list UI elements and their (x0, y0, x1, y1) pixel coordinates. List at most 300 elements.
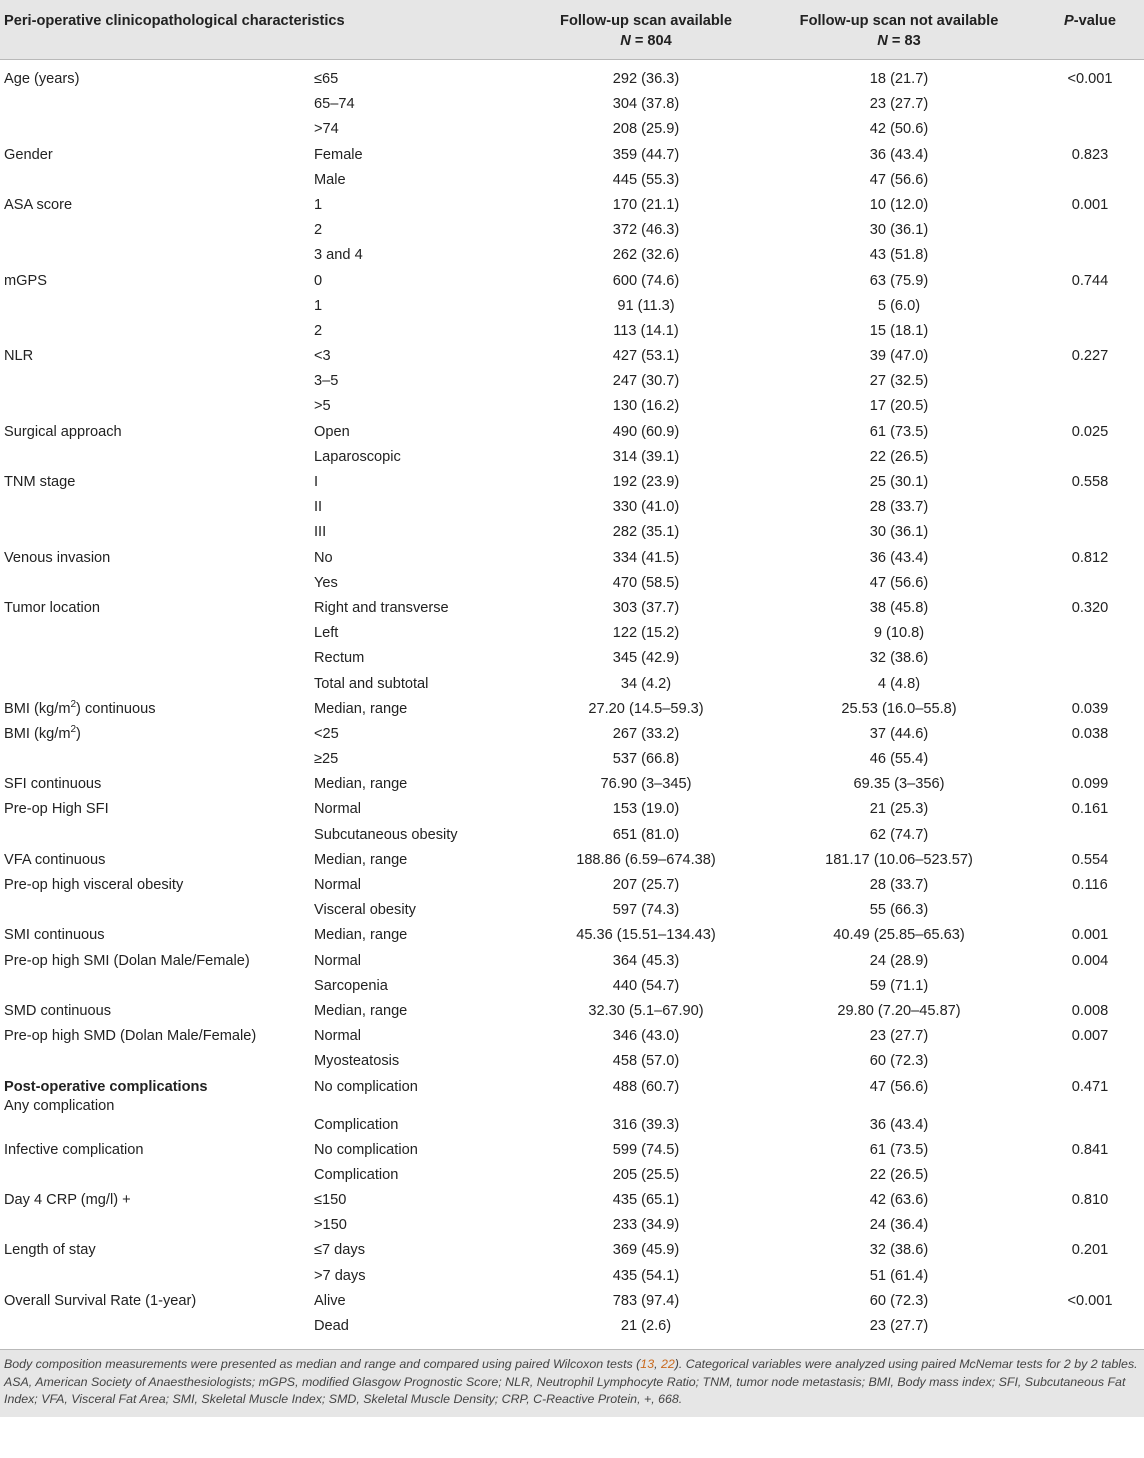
table-row (0, 876, 1144, 901)
table-row (0, 146, 1144, 171)
row-category: ≥25 (314, 751, 339, 768)
row-p-value: 0.471 (1071, 1078, 1109, 1095)
row-characteristic (0, 171, 312, 196)
table-row (0, 423, 1144, 448)
row-value-available: 267 (33.2) (612, 725, 680, 742)
row-category: No complication (314, 1078, 418, 1095)
row-category: Left (314, 625, 339, 642)
row-value-not-available: 46 (55.4) (869, 751, 929, 768)
row-characteristic (0, 1116, 312, 1141)
row-characteristic (0, 221, 312, 246)
row-characteristic: TNM stage (4, 474, 76, 490)
row-p-value (1036, 977, 1144, 1002)
row-p-value (1036, 95, 1144, 120)
row-value-not-available: 38 (45.8) (869, 599, 929, 616)
table-row (0, 473, 1144, 498)
table-row (0, 246, 1144, 271)
row-characteristic (0, 574, 312, 599)
row-category: 1 (314, 297, 323, 314)
row-p-value (1036, 322, 1144, 347)
row-characteristic (0, 750, 312, 775)
reference-link-22[interactable]: 22 (660, 1357, 675, 1372)
row-p-value: 0.558 (1071, 474, 1109, 490)
row-value-not-available: 24 (28.9) (869, 952, 929, 969)
row-category: Total and subtotal (314, 675, 429, 692)
row-value-available: 282 (35.1) (612, 524, 680, 541)
row-value-available: 345 (42.9) (612, 650, 680, 667)
row-category: >7 days (314, 1267, 366, 1284)
row-value-available: 537 (66.8) (612, 751, 680, 768)
row-p-value: 0.001 (1071, 927, 1109, 944)
table-footnote: Body composition measurements were presented as median and range and compared using paired Wilcoxon tests (13, 22). Categorical variables were analyzed using paired McNemar tests for 2 by 2 tables. ASA, American Society of Anaesthesiologists; mGPS, modified Glasgow Prognostic Score; NLR, Neutrophil Lymphocyte Ratio; TNM, tumor node metastasis; BMI, Body mass index; SFI, Subcutaneous Fat Index; VFA, Visceral Fat Area; SMI, Skeletal Muscle Index; SMD, Skeletal Muscle Density; CRP, C-Reactive Protein, +, 668. (0, 1350, 1144, 1417)
row-value-available: 346 (43.0) (612, 1028, 680, 1045)
row-category: <25 (314, 725, 339, 742)
row-category: Normal (314, 801, 362, 818)
table-row (0, 297, 1144, 322)
row-p-value (1036, 1052, 1144, 1077)
row-category: 0 (314, 272, 323, 289)
row-p-value (1036, 1166, 1144, 1191)
row-p-value (1036, 649, 1144, 674)
table-row (0, 549, 1144, 574)
row-value-not-available: 4 (4.8) (877, 675, 921, 692)
row-value-not-available: 36 (43.4) (869, 1116, 929, 1133)
row-value-available: 153 (19.0) (612, 801, 680, 818)
row-value-available: 314 (39.1) (612, 448, 680, 465)
row-p-value (1036, 901, 1144, 926)
row-value-not-available: 21 (25.3) (869, 801, 929, 818)
table-row (0, 624, 1144, 649)
row-p-value (1036, 171, 1144, 196)
table-row (0, 1052, 1144, 1077)
table-row (0, 750, 1144, 775)
row-category: Myosteatosis (314, 1053, 400, 1070)
row-category: Median, range (314, 927, 408, 944)
table-row (0, 700, 1144, 725)
row-value-available: 205 (25.5) (612, 1166, 680, 1183)
table-row (0, 1292, 1144, 1317)
table-row (0, 1191, 1144, 1216)
row-characteristic (0, 372, 312, 397)
row-category: 2 (314, 222, 323, 239)
row-value-not-available: 55 (66.3) (869, 902, 929, 919)
row-value-available: 334 (41.5) (612, 549, 680, 566)
row-value-available: 192 (23.9) (612, 474, 680, 490)
row-value-available: 21 (2.6) (530, 1317, 762, 1350)
row-value-available: 130 (16.2) (612, 398, 680, 415)
row-value-not-available: 22 (26.5) (869, 448, 929, 465)
header-p-value: P-value (1036, 0, 1144, 60)
row-p-value: <0.001 (1067, 71, 1113, 87)
table-row (0, 574, 1144, 599)
table-row (0, 120, 1144, 145)
row-value-not-available: 36 (43.4) (869, 146, 929, 163)
row-value-not-available: 47 (56.6) (869, 574, 929, 591)
row-value-not-available: 9 (10.8) (873, 625, 925, 642)
row-characteristic: Post-operative complications Any complication (4, 1078, 208, 1114)
row-category: Normal (314, 952, 362, 969)
table-row (0, 675, 1144, 700)
row-characteristic (0, 448, 312, 473)
row-p-value (1036, 750, 1144, 775)
row-value-not-available: 27 (32.5) (869, 373, 929, 390)
table-row (0, 1078, 1144, 1116)
row-category: No (314, 549, 333, 566)
table-row (0, 725, 1144, 750)
table-row (0, 926, 1144, 951)
row-characteristic (0, 1216, 312, 1241)
row-p-value: 0.841 (1071, 1141, 1109, 1158)
row-characteristic (0, 826, 312, 851)
table-row (0, 800, 1144, 825)
row-value-not-available: 28 (33.7) (869, 499, 929, 516)
row-value-available: 316 (39.3) (612, 1116, 680, 1133)
row-characteristic: Pre-op High SFI (4, 801, 109, 818)
row-category: Open (314, 423, 350, 440)
row-value-available: 372 (46.3) (612, 222, 680, 239)
row-characteristic: NLR (4, 348, 34, 365)
row-category: <3 (314, 348, 331, 365)
table-row (0, 1317, 1144, 1350)
row-value-available: 445 (55.3) (612, 171, 680, 188)
row-value-available: 651 (81.0) (612, 826, 680, 843)
row-p-value: 0.161 (1071, 801, 1109, 818)
row-p-value (1036, 1267, 1144, 1292)
row-category: >5 (314, 398, 331, 415)
row-characteristic: Venous invasion (4, 549, 111, 566)
header-characteristics: Peri-operative clinicopathological characteristics (0, 0, 530, 60)
row-value-not-available: 18 (21.7) (869, 71, 929, 87)
row-category: Right and transverse (314, 599, 449, 616)
table-row (0, 826, 1144, 851)
row-p-value: 0.554 (1071, 851, 1109, 868)
row-value-available: 304 (37.8) (612, 96, 680, 113)
row-value-not-available: 61 (73.5) (869, 423, 929, 440)
table-row (0, 1116, 1144, 1141)
row-characteristic (0, 1052, 312, 1077)
row-p-value: 0.025 (1071, 423, 1109, 440)
row-characteristic (0, 397, 312, 422)
row-value-not-available: 42 (50.6) (869, 121, 929, 138)
row-p-value (1036, 246, 1144, 271)
row-value-available: 359 (44.7) (612, 146, 680, 163)
row-category: Male (314, 171, 346, 188)
row-characteristic (0, 675, 312, 700)
row-characteristic (0, 649, 312, 674)
row-category: Alive (314, 1292, 346, 1309)
row-value-available: 247 (30.7) (612, 373, 680, 390)
row-p-value: 0.039 (1071, 700, 1109, 717)
row-p-value (1036, 120, 1144, 145)
row-value-not-available: 39 (47.0) (869, 348, 929, 365)
row-value-available: 208 (25.9) (612, 121, 680, 138)
table-row (0, 977, 1144, 1002)
row-category: ≤7 days (314, 1242, 366, 1259)
row-characteristic: Pre-op high visceral obesity (4, 877, 184, 893)
row-p-value: 0.038 (1071, 725, 1109, 742)
row-value-available: 27.20 (14.5–59.3) (588, 700, 704, 717)
table-row (0, 1002, 1144, 1027)
row-value-available: 113 (14.1) (613, 322, 679, 339)
table-row (0, 95, 1144, 120)
row-p-value (1036, 498, 1144, 523)
row-value-not-available: 23 (27.7) (869, 96, 929, 113)
row-value-available: 170 (21.1) (612, 196, 680, 213)
row-characteristic: Gender (4, 146, 53, 163)
row-value-available: 458 (57.0) (612, 1053, 680, 1070)
table-row (0, 347, 1144, 372)
row-p-value (1036, 574, 1144, 599)
table-row (0, 498, 1144, 523)
row-p-value: 0.116 (1072, 877, 1108, 893)
table-body (0, 60, 1144, 1350)
row-p-value (1036, 675, 1144, 700)
row-category: Median, range (314, 700, 408, 717)
row-value-not-available: 25 (30.1) (869, 474, 929, 490)
row-category: No complication (314, 1141, 418, 1158)
table-row (0, 171, 1144, 196)
row-value-available: 207 (25.7) (612, 877, 680, 893)
row-value-not-available: 17 (20.5) (869, 398, 929, 415)
row-characteristic: Infective complication (4, 1141, 144, 1158)
row-p-value (1036, 1317, 1144, 1350)
table-row (0, 1216, 1144, 1241)
row-value-available: 91 (11.3) (617, 297, 675, 314)
table-row (0, 1141, 1144, 1166)
row-value-available: 783 (97.4) (612, 1292, 680, 1309)
row-p-value (1036, 523, 1144, 548)
row-category: Laparoscopic (314, 448, 401, 465)
row-value-not-available: 22 (26.5) (869, 1166, 929, 1183)
row-value-not-available: 36 (43.4) (869, 549, 929, 566)
table-row (0, 1027, 1144, 1052)
row-category: Median, range (314, 851, 408, 868)
row-value-not-available: 23 (27.7) (762, 1317, 1036, 1350)
row-category: >74 (314, 121, 339, 138)
row-value-not-available: 43 (51.8) (869, 247, 929, 264)
table-row (0, 397, 1144, 422)
table-row (0, 272, 1144, 297)
row-p-value: 0.320 (1071, 599, 1109, 616)
row-category: Median, range (314, 1002, 408, 1019)
table-row (0, 372, 1144, 397)
header-scan-available: Follow-up scan available N = 804 (530, 0, 762, 60)
table-row (0, 1241, 1144, 1266)
row-value-available: 262 (32.6) (612, 247, 680, 264)
table-row (0, 196, 1144, 221)
row-characteristic: BMI $(kg/m^2)$ (4, 724, 81, 742)
row-value-available: 597 (74.3) (612, 902, 680, 919)
row-value-not-available: 62 (74.7) (869, 826, 929, 843)
row-characteristic (0, 246, 312, 271)
row-category: Dead (312, 1317, 530, 1350)
table-row (0, 901, 1144, 926)
row-p-value (1036, 221, 1144, 246)
table-row (0, 649, 1144, 674)
row-characteristic: Pre-op high SMI (Dolan Male/Female) (4, 952, 250, 969)
row-characteristic: Tumor location (4, 599, 100, 616)
row-characteristic (0, 498, 312, 523)
row-p-value: 0.007 (1071, 1028, 1109, 1045)
row-p-value: <0.001 (1067, 1292, 1113, 1309)
row-characteristic: ASA score (4, 196, 73, 213)
table-header-row (0, 0, 1144, 60)
row-value-not-available: 5 (6.0) (877, 297, 921, 314)
row-p-value: 0.201 (1071, 1242, 1109, 1259)
row-value-not-available: 37 (44.6) (869, 725, 929, 742)
row-p-value: 0.744 (1071, 272, 1109, 289)
row-category: Normal (314, 877, 362, 893)
row-category: II (314, 499, 323, 516)
row-category: 1 (314, 196, 323, 213)
table-row (0, 599, 1144, 624)
row-value-not-available: 40.49 (25.85–65.63) (833, 927, 965, 944)
row-value-available: 45.36 (15.51–134.43) (576, 927, 716, 944)
row-category: Normal (314, 1028, 362, 1045)
row-value-not-available: 60 (72.3) (869, 1053, 929, 1070)
row-characteristic (0, 1317, 312, 1350)
row-value-available: 440 (54.7) (612, 977, 680, 994)
row-characteristic (0, 1267, 312, 1292)
row-category: Complication (314, 1116, 399, 1133)
table-row (0, 1166, 1144, 1191)
row-p-value: 0.008 (1071, 1002, 1109, 1019)
row-p-value: 0.810 (1071, 1192, 1109, 1209)
row-value-available: 435 (65.1) (612, 1192, 680, 1209)
row-value-available: 292 (36.3) (612, 71, 680, 87)
row-p-value (1036, 372, 1144, 397)
row-value-not-available: 25.53 (16.0–55.8) (841, 700, 957, 717)
row-value-available: 76.90 (3–345) (600, 776, 692, 793)
row-p-value (1036, 1116, 1144, 1141)
row-p-value (1036, 297, 1144, 322)
row-p-value: 0.227 (1071, 348, 1109, 365)
row-value-available: 32.30 (5.1–67.90) (588, 1002, 704, 1019)
row-category: 3 and 4 (314, 247, 363, 264)
row-characteristic: SFI continuous (4, 776, 102, 793)
row-category: ≤65 (314, 71, 339, 87)
row-value-not-available: 63 (75.9) (869, 272, 929, 289)
row-characteristic: Length of stay (4, 1242, 96, 1259)
row-characteristic (0, 297, 312, 322)
row-value-not-available: 59 (71.1) (869, 977, 929, 994)
row-value-not-available: 32 (38.6) (869, 650, 929, 667)
row-value-available: 600 (74.6) (612, 272, 680, 289)
row-value-available: 122 (15.2) (612, 625, 680, 642)
row-value-available: 599 (74.5) (612, 1141, 680, 1158)
row-value-not-available: 30 (36.1) (869, 524, 929, 541)
row-value-available: 34 (4.2) (620, 675, 672, 692)
row-category: ≤150 (314, 1192, 347, 1209)
row-characteristic (0, 322, 312, 347)
row-value-available: 303 (37.7) (612, 599, 680, 616)
header-scan-not-available: Follow-up scan not available N = 83 (762, 0, 1036, 60)
row-characteristic (0, 120, 312, 145)
row-characteristic (0, 624, 312, 649)
row-characteristic: BMI $(kg/m^2)$ continuous (4, 698, 156, 717)
row-characteristic (0, 901, 312, 926)
row-p-value: 0.823 (1071, 146, 1109, 163)
row-characteristic: SMD continuous (4, 1002, 112, 1019)
row-value-not-available: 28 (33.7) (869, 877, 929, 893)
row-category: Female (314, 146, 363, 163)
table-row (0, 523, 1144, 548)
row-characteristic: Surgical approach (4, 423, 122, 440)
row-category: Subcutaneous obesity (314, 826, 458, 843)
row-category: 3–5 (314, 373, 339, 390)
row-characteristic (0, 1166, 312, 1191)
row-category: III (314, 524, 327, 541)
row-characteristic: VFA continuous (4, 851, 106, 868)
row-characteristic (0, 977, 312, 1002)
row-value-not-available: 42 (63.6) (869, 1192, 929, 1209)
row-value-not-available: 69.35 (3–356) (853, 776, 945, 793)
table-row (0, 775, 1144, 800)
row-value-not-available: 15 (18.1) (869, 322, 929, 339)
row-value-not-available: 47 (56.6) (869, 1078, 929, 1095)
table-row (0, 60, 1144, 96)
row-value-not-available: 60 (72.3) (869, 1292, 929, 1309)
row-p-value: 0.099 (1071, 776, 1109, 793)
row-characteristic: Day 4 CRP (mg/l) + (4, 1192, 131, 1209)
reference-link-13[interactable]: 13 (640, 1357, 655, 1372)
row-value-available: 427 (53.1) (612, 348, 680, 365)
table-row (0, 851, 1144, 876)
row-value-not-available: 47 (56.6) (869, 171, 929, 188)
table-row (0, 322, 1144, 347)
row-characteristic (0, 523, 312, 548)
row-value-not-available: 23 (27.7) (869, 1028, 929, 1045)
row-category: I (314, 474, 319, 490)
row-category: 65–74 (314, 96, 355, 113)
row-characteristic: SMI continuous (4, 927, 105, 944)
row-category: Yes (314, 574, 338, 591)
row-category: Rectum (314, 650, 365, 667)
row-value-available: 488 (60.7) (612, 1078, 680, 1095)
row-characteristic (0, 95, 312, 120)
row-p-value: 0.004 (1071, 952, 1109, 969)
row-value-not-available: 32 (38.6) (869, 1242, 929, 1259)
table-row (0, 448, 1144, 473)
row-value-available: 490 (60.9) (612, 423, 680, 440)
row-category: 2 (314, 322, 323, 339)
row-category: Median, range (314, 776, 408, 793)
row-category: >150 (314, 1217, 347, 1234)
row-value-available: 188.86 (6.59–674.38) (576, 851, 716, 868)
row-value-not-available: 10 (12.0) (869, 196, 929, 213)
table-row (0, 952, 1144, 977)
row-category: Complication (314, 1166, 399, 1183)
row-p-value: 0.001 (1071, 196, 1109, 213)
row-value-not-available: 51 (61.4) (869, 1267, 929, 1284)
row-category: Visceral obesity (314, 902, 416, 919)
row-characteristic: mGPS (4, 272, 47, 289)
row-value-available: 369 (45.9) (612, 1242, 680, 1259)
row-value-available: 330 (41.0) (612, 499, 680, 516)
row-p-value (1036, 826, 1144, 851)
row-characteristic: Overall Survival Rate (1-year) (4, 1292, 197, 1309)
row-characteristic: Age (years) (4, 71, 80, 87)
row-characteristic: Pre-op high SMD (Dolan Male/Female) (4, 1028, 257, 1045)
row-p-value (1036, 624, 1144, 649)
row-category: Sarcopenia (314, 977, 388, 994)
row-p-value (1036, 1216, 1144, 1241)
row-value-not-available: 181.17 (10.06–523.57) (825, 851, 973, 868)
row-value-not-available: 29.80 (7.20–45.87) (837, 1002, 961, 1019)
row-value-available: 364 (45.3) (612, 952, 680, 969)
row-value-not-available: 30 (36.1) (869, 222, 929, 239)
row-p-value (1036, 448, 1144, 473)
